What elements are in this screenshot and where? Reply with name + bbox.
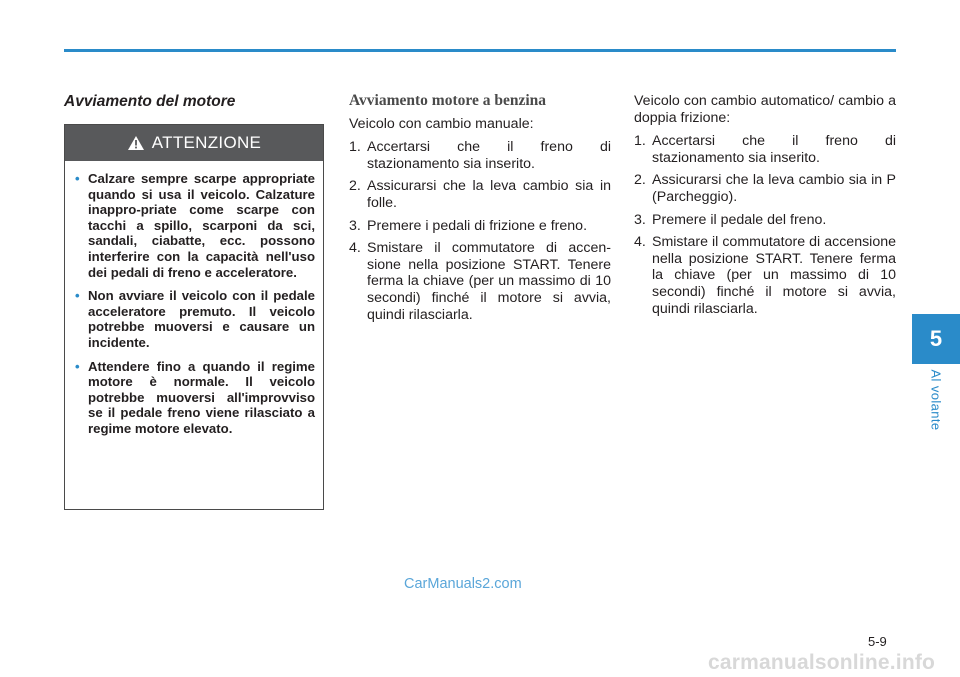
chapter-label: Al volante [928,369,944,431]
warning-item: • Calzare sempre scarpe appropriate quando si usa il veicolo. Calzature inappro-priate come scarpe con tacchi a spillo, scarponi da sci, sandali, ciabatte, ecc. possono interferire con la capacità nell'uso dei pedali di freno e acceleratore. [75,171,315,280]
bullet-icon: • [75,288,80,304]
step-item: 1. Accertarsi che il freno di stazionamento sia inserito. [634,133,896,166]
watermark-footer: carmanualsonline.info [708,651,936,674]
automatic-start-column [634,93,896,323]
warning-title: ATTENZIONE [151,133,262,152]
step-item: 4. Smistare il commutatore di accen-sione nella posizione START. Tenere ferma la chiave (per un massimo di 10 secondi) finché il motore si avvia, quindi rilasciarla. [349,240,611,323]
bullet-icon: • [75,171,80,186]
page-number: 5-9 [868,634,887,649]
warning-item: • Non avviare il veicolo con il pedale acceleratore premuto. Il veicolo potrebbe muoversi e causare un incidente. [75,288,315,350]
automatic-intro: Veicolo con cambio automatico/ cambio a doppia frizione: [634,93,896,126]
step-item: 4. Smistare il commutatore di accensione nella posizione START. Tenere ferma la chiave (per un massimo di 10 secondi) finché il motore si avvia, quindi rilasciarla. [634,234,896,317]
step-item: 2. Assicurarsi che la leva cambio sia in folle. [349,178,611,211]
petrol-start-column [349,93,611,329]
step-item: 1. Accertarsi che il freno di stazionamento sia inserito. [349,139,611,172]
section-heading: Avviamento del motore [64,93,236,110]
top-rule [64,49,896,52]
warning-box [64,124,324,510]
step-item: 2. Assicurarsi che la leva cambio sia in P (Parcheggio). [634,172,896,205]
step-item: 3. Premere il pedale del freno. [634,211,827,228]
petrol-heading: Avviamento motore a benzina [349,92,547,109]
chapter-tab: 5 [912,314,960,364]
step-item: 3. Premere i pedali di frizione e freno. [349,217,588,234]
warning-item: • Attendere fino a quando il regime motore è normale. Il veicolo potrebbe muoversi all'improvviso se il pedale freno viene rilasciato a regime motore elevato. [75,358,315,436]
warning-triangle-icon [127,135,145,151]
automatic-steps [634,133,896,317]
manual-intro: Veicolo con cambio manuale: [349,115,534,132]
bullet-icon: • [75,358,80,374]
warning-list [65,161,323,437]
watermark-link[interactable]: CarManuals2.com [404,576,522,592]
manual-steps [349,139,611,323]
warning-header [65,125,323,161]
